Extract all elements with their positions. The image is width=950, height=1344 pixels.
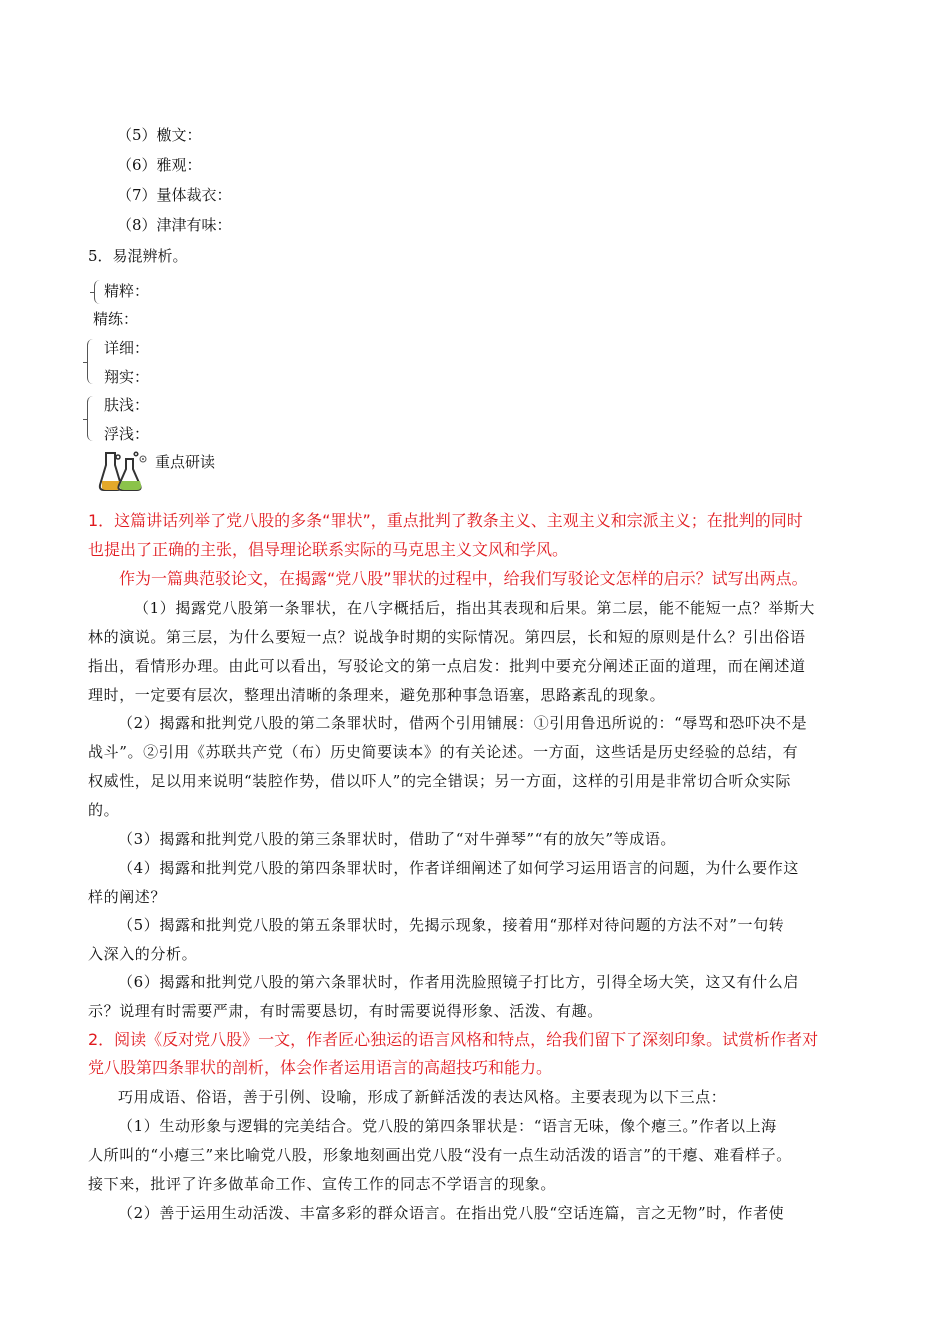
pair-brace-3 (87, 396, 95, 441)
answer-1-p4-line-2: 样的阐述？ (88, 888, 167, 906)
answer-1-p1-line-3: 指出，看情形办理。由此可以看出，写驳论文的第一点启发：批判中要充分阐述正面的道理，而在阐述道 (88, 657, 806, 675)
answer-2-p2-line-1: （2）善于运用生动活泼、丰富多彩的群众语言。在指出党八股“空话连篇，言之无物”时，作者使 (118, 1204, 785, 1222)
pair-brace-2 (87, 339, 95, 384)
pair-3-word-b: 浮浅： (104, 425, 150, 443)
answer-1-p5-line-2: 入深入的分析。 (88, 945, 198, 963)
answer-1-p6-line-1: （6）揭露和批判党八股的第六条罪状时，作者用洗脸照镜子打比方，引得全场大笑，这又有什么启 (118, 973, 799, 991)
answer-2-p1-line-1: （1）生动形象与逻辑的完美结合。党八股的第四条罪状是：“语言无味，像个瘪三。”作者以上海 (118, 1117, 777, 1135)
question-1-line-1: 1．这篇讲话列举了党八股的多条“罪状”，重点批判了教条主义、主观主义和宗派主义；在批判的同时 (88, 511, 803, 530)
question-2-line-2: 党八股第四条罪状的剖析，体会作者运用语言的高超技巧和能力。 (88, 1058, 553, 1077)
pair-1-word-b: 精练： (93, 310, 139, 328)
answer-1-p2-line-1: （2）揭露和批判党八股的第二条罪状时，借两个引用铺展：①引用鲁迅所说的：“辱骂和恐吓决不是 (118, 714, 808, 732)
question-1-line-2: 也提出了正确的主张，倡导理论联系实际的马克思主义文风和学风。 (88, 540, 569, 559)
vocab-item-6: （6）雅观： (117, 156, 202, 174)
pair-2-word-b: 翔实： (104, 368, 150, 386)
answer-2-p1-line-2: 人所叫的“小瘪三”来比喻党八股，形象地刻画出党八股“没有一点生动活泼的语言”的干瘪、难看样子。 (88, 1146, 792, 1164)
vocab-item-5: （5）檄文： (117, 126, 202, 144)
answer-1-p1-line-1: （1）揭露党八股第一条罪状，在八字概括后，指出其表现和后果。第二层，能不能短一点？举斯大 (134, 599, 815, 617)
pair-2-word-a: 详细： (104, 339, 150, 357)
pair-1-word-a: 精粹： (104, 282, 150, 300)
question-1-line-3: 作为一篇典范驳论文，在揭露“党八股”罪状的过程中，给我们写驳论文怎样的启示？试写出两点。 (119, 569, 808, 588)
vocab-item-7: （7）量体裁衣： (117, 186, 232, 204)
answer-1-p1-line-2: 林的演说。第三层，为什么要短一点？说战争时期的实际情况。第四层，长和短的原则是什么？引出俗语 (88, 628, 806, 646)
section-5-title: 5．易混辨析。 (88, 247, 188, 265)
answer-1-p3-line-1: （3）揭露和批判党八股的第三条罪状时，借助了“对牛弹琴”“有的放矢”等成语。 (118, 830, 677, 848)
answer-2-p1-line-3: 接下来，批评了许多做革命工作、宣传工作的同志不学语言的现象。 (88, 1175, 557, 1193)
answer-1-p5-line-1: （5）揭露和批判党八股的第五条罪状时，先揭示现象，接着用“那样对待问题的方法不对”一句转 (118, 916, 785, 934)
answer-1-p2-line-4: 的。 (88, 801, 120, 819)
answer-1-p6-line-2: 示？说理有时需要严肃，有时需要恳切，有时需要说得形象、活泼、有趣。 (88, 1002, 603, 1020)
answer-1-p1-line-4: 理时，一定要有层次，整理出清晰的条理来，避免那种事急语塞，思路紊乱的现象。 (88, 686, 666, 704)
pair-3-word-a: 肤浅： (104, 396, 150, 414)
sparkle-icon (138, 454, 148, 464)
answer-1-p2-line-3: 权威性，足以用来说明“装腔作势，借以吓人”的完全错误；另一方面，这样的引用是非常切合听众实际 (88, 772, 791, 790)
answer-2-intro: 巧用成语、俗语，善于引例、设喻，形成了新鲜活泼的表达风格。主要表现为以下三点： (118, 1088, 727, 1106)
focus-heading: 重点研读 (155, 453, 216, 471)
pair-brace-1 (94, 280, 102, 304)
vocab-item-8: （8）津津有味： (117, 216, 232, 234)
answer-1-p2-line-2: 战斗”。②引用《苏联共产党（布）历史简要读本》的有关论述。一方面，这些话是历史经验的总结，有 (88, 743, 799, 761)
question-2-line-1: 2．阅读《反对党八股》一文，作者匠心独运的语言风格和特点，给我们留下了深刻印象。试赏析作者对 (88, 1030, 819, 1049)
answer-1-p4-line-1: （4）揭露和批判党八股的第四条罪状时，作者详细阐述了如何学习运用语言的问题，为什么要作这 (118, 859, 799, 877)
